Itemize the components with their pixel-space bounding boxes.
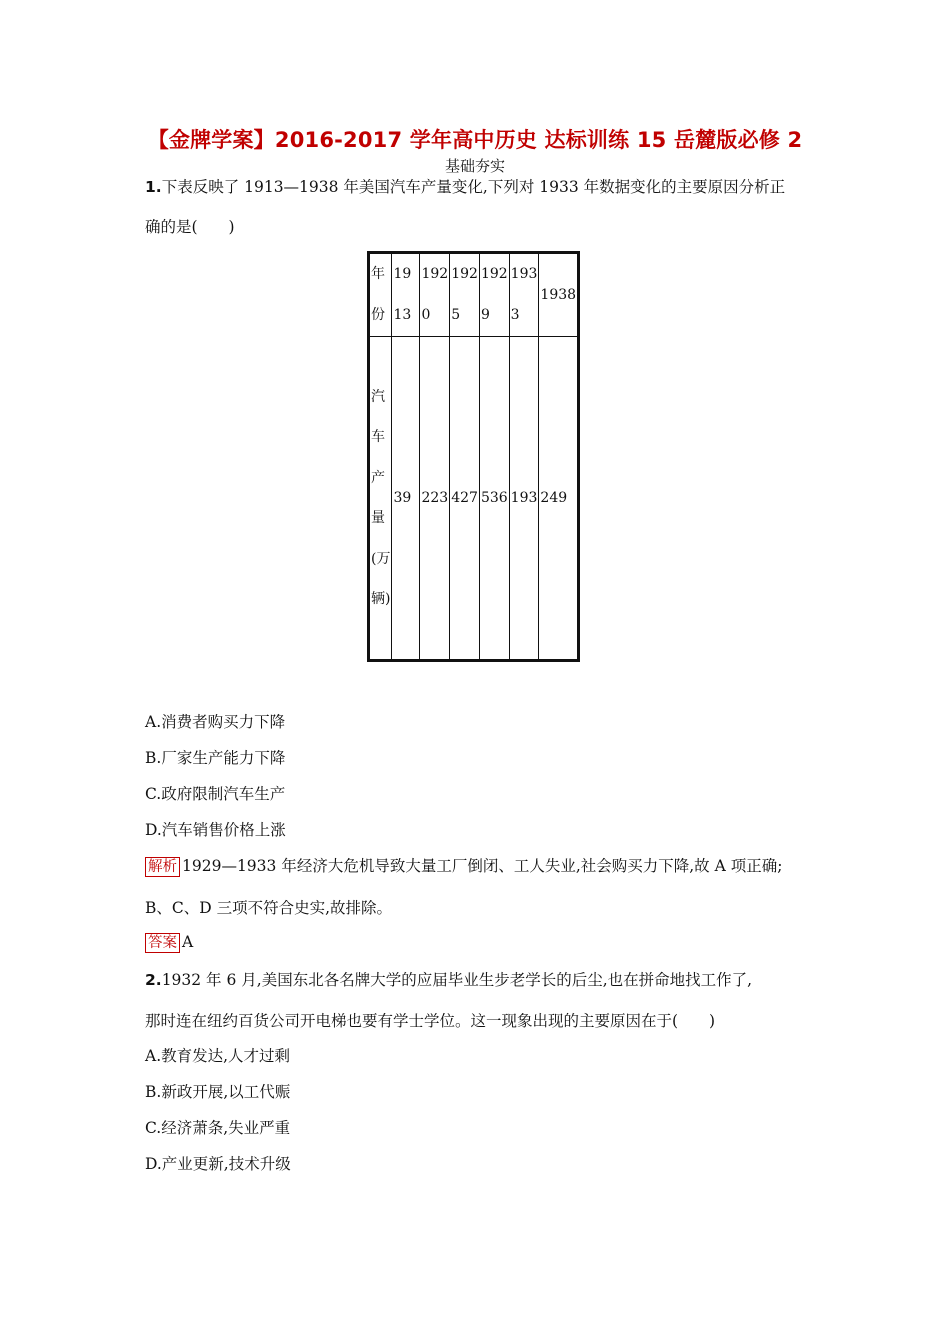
section-heading: 基础夯实 (444, 157, 505, 175)
table-cell: 223 (420, 337, 450, 661)
question-text: 1932 年 6 月,美国东北各名牌大学的应届毕业生步老学长的后尘,也在拼命地找工作了, (161, 971, 753, 989)
option-c: C.政府限制汽车生产 (145, 785, 286, 803)
question-2-stem (145, 970, 752, 990)
question-1-stem (145, 177, 785, 197)
analysis (145, 856, 782, 877)
table-cell: 1925 (450, 253, 480, 337)
answer-value: A (182, 933, 194, 951)
table-cell: 1913 (392, 253, 420, 337)
analysis-text: 1929—1933 年经济大危机导致大量工厂倒闭、工人失业,社会购买力下降,故 A 项正确; (182, 857, 783, 875)
question-1-stem-cont: 确的是( ) (145, 218, 235, 236)
option-d: D.汽车销售价格上涨 (145, 821, 286, 839)
table-cell: 249 (539, 337, 579, 661)
analysis-cont: B、C、D 三项不符合史实,故排除。 (145, 899, 393, 917)
table-cell: 193 (509, 337, 539, 661)
analysis-tag: 解析 (145, 857, 180, 877)
question-2-stem-cont: 那时连在纽约百货公司开电梯也要有学士学位。这一现象出现的主要原因在于( ) (145, 1012, 716, 1030)
table-row (369, 337, 579, 661)
table-cell: 536 (479, 337, 509, 661)
table-cell: 39 (392, 337, 420, 661)
option-d: D.产业更新,技术升级 (145, 1155, 291, 1173)
auto-production-table (367, 251, 580, 662)
table-cell: 1920 (420, 253, 450, 337)
option-b: B.厂家生产能力下降 (145, 749, 286, 767)
answer-tag: 答案 (145, 933, 180, 953)
table-cell: 1933 (509, 253, 539, 337)
question-number: 2. (145, 971, 162, 989)
question-text: 下表反映了 1913—1938 年美国汽车产量变化,下列对 1933 年数据变化的主要原因分析正 (161, 178, 786, 196)
option-c: C.经济萧条,失业严重 (145, 1119, 291, 1137)
option-a: A.消费者购买力下降 (145, 713, 286, 731)
table-cell: 1929 (479, 253, 509, 337)
answer (145, 932, 193, 953)
page-title: 【金牌学案】2016-2017 学年高中历史 达标训练 15 岳麓版必修 2 (147, 128, 803, 152)
question-number: 1. (145, 178, 162, 196)
table-row (369, 253, 579, 337)
table-header-cell: 年份 (369, 253, 392, 337)
table-header-cell: 汽车产量(万辆) (369, 337, 392, 661)
table-cell: 427 (450, 337, 480, 661)
option-a: A.教育发达,人才过剩 (145, 1047, 291, 1065)
table-cell: 1938 (539, 253, 579, 337)
option-b: B.新政开展,以工代赈 (145, 1083, 291, 1101)
